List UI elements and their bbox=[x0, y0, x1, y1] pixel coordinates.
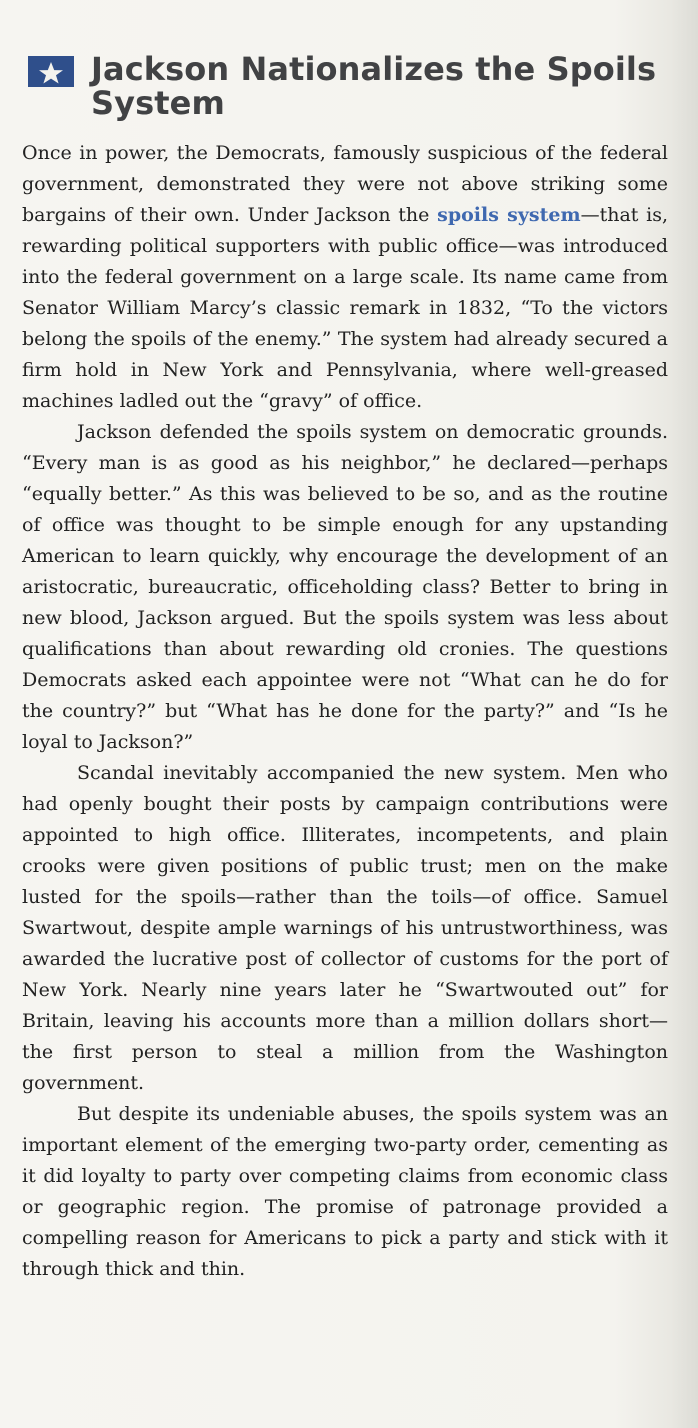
paragraph-spoils-intro bbox=[22, 138, 668, 417]
paragraph-spoils-intro-suffix: —that is, rewarding political supporters with public office—was introduced into the federal government on a large scale. Its name came from Senator William Marcy’s classic remark in 1832, “To the victors belong the spoils of the enemy.” The system had already secured a firm hold in New York and Pennsylvania, where well-greased machines ladled out the “gravy” of office. bbox=[22, 204, 668, 412]
section-header bbox=[22, 52, 668, 120]
paragraph-jackson-defense: Jackson defended the spoils system on democratic grounds. “Every man is as good as his neighbor,” he declared—perhaps “equally better.” As this was believed to be so, and as the routine of office was thought to be simple enough for any upstanding American to learn quickly, why encourage the development of an aristocratic, bureaucratic, officeholding class? Better to bring in new blood, Jackson argued. But the spoils system was less about qualifications than about rewarding old cronies. The questions Democrats asked each appointee were not “What can he do for the country?” but “What has he done for the party?” and “Is he loyal to Jackson?” bbox=[22, 421, 668, 753]
star-icon bbox=[28, 56, 74, 87]
paragraph-party-order: But despite its undeniable abuses, the spoils system was an important element of the emerging two-party order, cementing as it did loyalty to party over competing claims from economic class or geographic region. The promise of patronage provided a compelling reason for Americans to pick a party and stick with it through thick and thin. bbox=[22, 1103, 668, 1280]
section-title: Jackson Nationalizes the Spoils System bbox=[91, 50, 657, 122]
key-term-spoils-system: spoils system bbox=[437, 204, 581, 226]
paragraph-spoils-intro-prefix: Once in power, the Democrats, famously suspicious of the federal government, demonstrated they were not above striking some bargains of their own. Under Jackson the bbox=[22, 142, 668, 226]
section-body bbox=[22, 138, 668, 1285]
paragraph-scandal: Scandal inevitably accompanied the new system. Men who had openly bought their posts by campaign contributions were appointed to high office. Illiterates, incompetents, and plain crooks were given positions of public trust; men on the make lusted for the spoils—rather than the toils—of office. Samuel Swartwout, despite ample warnings of his untrustworthiness, was awarded the lucrative post of collector of customs for the port of New York. Nearly nine years later he “Swartwouted out” for Britain, leaving his accounts more than a million dollars short—the first person to steal a million from the Washington government. bbox=[22, 762, 668, 1094]
